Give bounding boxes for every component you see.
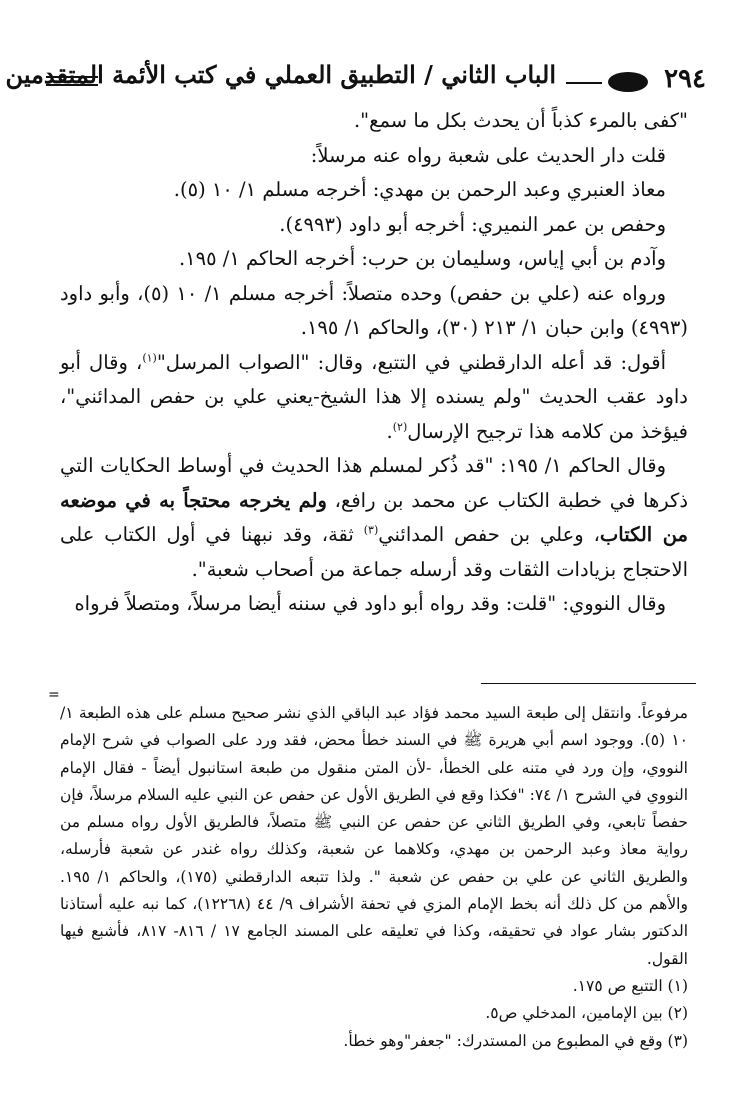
footnote-ref: (٣) bbox=[363, 523, 379, 537]
text-line: وحفص بن عمر النميري: أخرجه أبو داود (٤٩٩٣). bbox=[279, 212, 666, 236]
header-double-rule bbox=[46, 76, 98, 86]
continuation-mark: = bbox=[48, 687, 60, 703]
page-header bbox=[5, 58, 706, 100]
footnote-ref: (١) bbox=[142, 351, 157, 364]
footnote-separator bbox=[481, 683, 696, 684]
text-run: ، وقال أبو داود عقب الحديث "ولم يسنده إلا هذا الشيخ-يعني علي بن حفص المدائني"، فيؤخذ من كلامه هذا ترجيح الإرسال bbox=[60, 350, 688, 443]
text-run: ، وعلي بن حفص المدائني bbox=[378, 523, 600, 546]
page-number: ٢٩٤ bbox=[664, 64, 706, 94]
text-run: ثقة، وقد نبهنا في أول الكتاب على الاحتجاج بزيادات الثقات وقد أرسله جماعة من أصحاب شعبة". bbox=[60, 523, 688, 581]
footnote-3: (٣) وقع في المطبوع من المستدرك: "جعفر"وهو خطأ. bbox=[343, 1031, 688, 1050]
bold-text: ولم يخرجه محتجاً به في موضعه من الكتاب bbox=[60, 488, 689, 546]
footnote-1: (١) التتبع ص ١٧٥. bbox=[572, 976, 688, 995]
text-line: قلت دار الحديث على شعبة رواه عنه مرسلاً: bbox=[310, 143, 666, 167]
text-run: . bbox=[386, 419, 393, 443]
footnote-2: (٢) بين الإمامين، المدخلي ص٥. bbox=[485, 1004, 688, 1023]
main-text bbox=[60, 104, 688, 622]
text-paragraph: ورواه عنه (علي بن حفص) وحده متصلاً: أخرجه مسلم ١/ ١٠ (٥)، وأبو داود (٤٩٩٣) وابن حبان ١/ ٢١٣ (٣٠)، والحاكم ١/ ١٩٥. bbox=[60, 281, 688, 339]
text-run: أقول: قد أعله الدارقطني في التتبع، وقال: "الصواب المرسل" bbox=[156, 350, 666, 374]
header-ornament-oval bbox=[608, 72, 648, 92]
text-line: معاذ العنبري وعبد الرحمن بن مهدي: أخرجه مسلم ١/ ١٠ (٥). bbox=[173, 178, 666, 201]
text-line: وقال النووي: "قلت: وقد رواه أبو داود في سننه أيضا مرسلاً، ومتصلاً فرواه bbox=[74, 592, 666, 615]
text-line: "كفى بالمرء كذباً أن يحدث بكل ما سمع". bbox=[353, 109, 688, 132]
footnote-ref: (٢) bbox=[392, 420, 408, 433]
text-paragraph bbox=[60, 346, 688, 450]
text-paragraph bbox=[60, 449, 688, 587]
text-run: وقال الحاكم ١/ ١٩٥: "قد ذُكر لمسلم هذا الحديث في أوساط الحكايات التي ذكرها في خطبة الكتاب عن محمد بن رافع، bbox=[60, 454, 688, 512]
chapter-title: الباب الثاني / التطبيق العملي في كتب الأئمة المتقدمين bbox=[5, 60, 556, 89]
footnote-continued: مرفوعاً. وانتقل إلى طبعة السيد محمد فؤاد عبد الباقي الذي نشر صحيح مسلم على هذه الطبعة ١/ ١٠ (٥). ووجود اسم أبي هريرة ﷺ في السند خطأ محض، فقد ورد على الصواب في شرح الإمام النووي، وإن ورد في متنه على الخطأ، -لأن المتن منقول من طبعة استانبول أيضاً - فقال الإمام النووي في الشرح ١/ ٧٤: "فكذا وقع في الطريق الأول عن حفص عن النبي عليه السلام مرسلاً، فإن حفصاً تابعي، وفي الطريق الثاني عن حفص عن النبي ﷺ متصلاً، فالطريق الأول رواه مسلم من رواية معاذ وعبد الرحمن بن مهدي، وكلاهما عن شعبة، وكذلك رواه غندر عن شعبة فأرسله، والطريق الثاني عن علي بن حفص عن شعبة ". ولذا تتبعه الدارقطني (١٧٥)، والحاكم ١/ ١٩٥. والأهم من كل ذلك أنه بخط الإمام المزي في تحفة الأشراف ٩/ ٤٤ (١٢٢٦٨)، كما نبه عليه أستاذنا الدكتور بشار عواد في تحقيقه، وكذا في تعليقه على المسند الجامع ١٧ / ٨١٦- ٨١٧، فأشبع فيها القول. bbox=[60, 704, 689, 968]
header-rule bbox=[566, 82, 602, 84]
footnotes bbox=[60, 700, 688, 1055]
text-line: وآدم بن أبي إياس، وسليمان بن حرب: أخرجه الحاكم ١/ ١٩٥. bbox=[178, 247, 666, 270]
